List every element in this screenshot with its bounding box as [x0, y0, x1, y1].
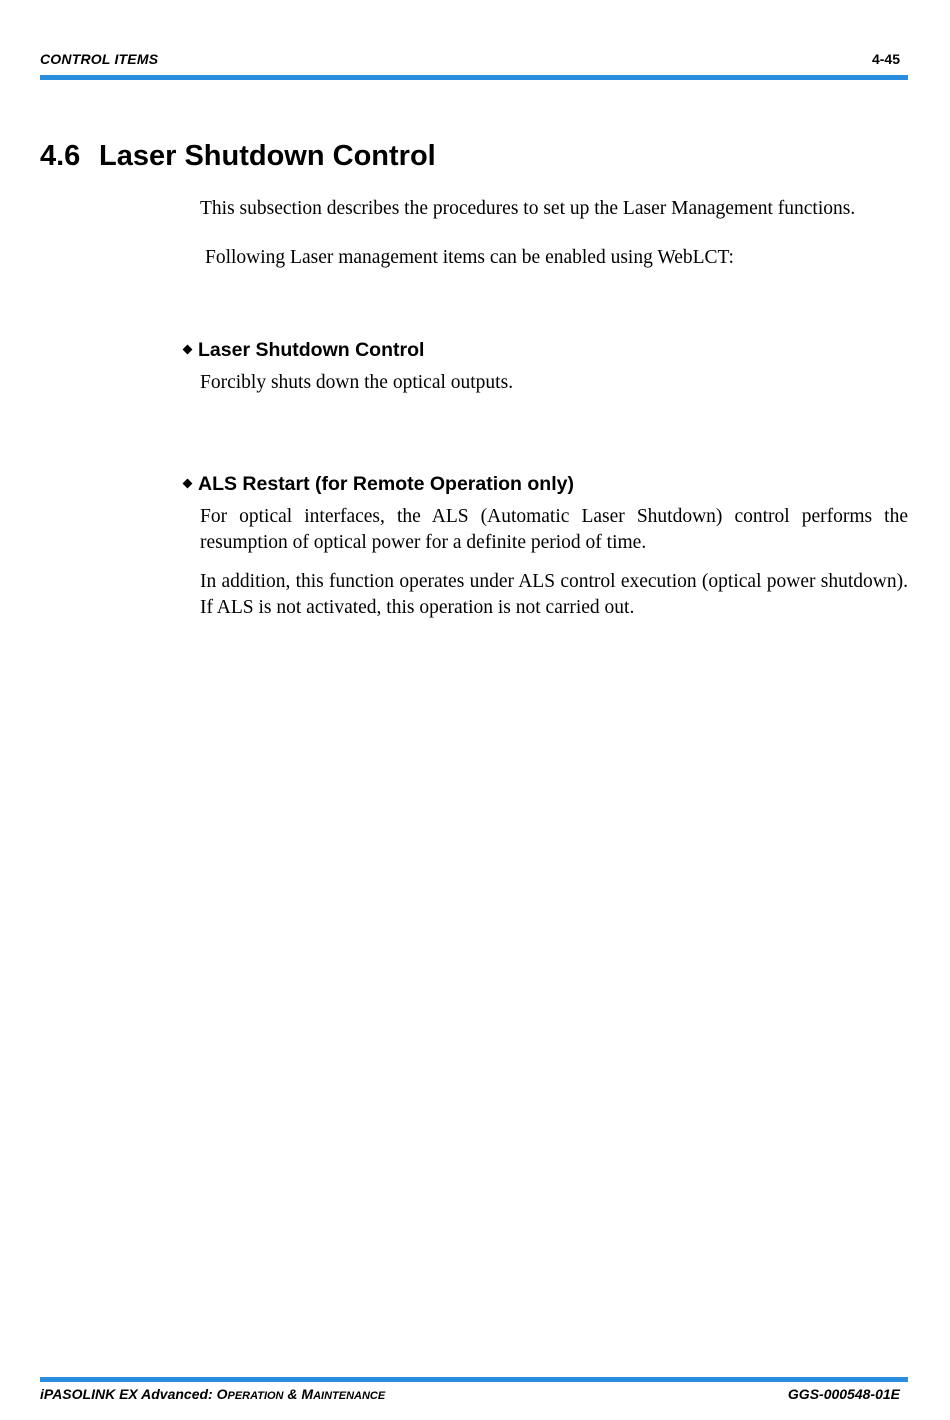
footer-title-part: & — [283, 1386, 302, 1402]
section-title-text: Laser Shutdown Control — [99, 140, 436, 172]
page-number: 4-45 — [871, 51, 900, 67]
item-paragraph: In addition, this function operates under ALS control execution (optical power shutdown). If ALS is not activated, this operation is not carried out. — [200, 571, 908, 618]
section-number: 4.6 — [40, 140, 81, 172]
footer-document-title — [40, 1386, 385, 1402]
header-rule — [40, 75, 908, 80]
item-heading-laser-shutdown — [184, 337, 424, 363]
running-header-section: CONTROL ITEMS — [40, 51, 159, 67]
item-heading-text: Laser Shutdown Control — [198, 339, 425, 361]
footer-title-part: AINTENANCE — [313, 1390, 386, 1402]
item-heading-als-restart — [184, 471, 574, 497]
footer-rule — [40, 1377, 908, 1382]
bullet-diamond-icon — [183, 345, 193, 355]
intro-paragraph-2: Following Laser management items can be enabled using WebLCT: — [205, 247, 734, 268]
item-paragraph: For optical interfaces, the ALS (Automatic Laser Shutdown) control performs the resumption of optical power for a definite period of time. — [200, 506, 908, 553]
bullet-diamond-icon — [183, 479, 193, 489]
item-paragraph: Forcibly shuts down the optical outputs. — [200, 372, 514, 393]
footer-document-number: GGS-000548-01E — [787, 1386, 900, 1402]
footer-title-part: PERATION — [227, 1390, 284, 1402]
item-heading-text: ALS Restart (for Remote Operation only) — [198, 473, 574, 495]
section-title — [40, 136, 436, 176]
intro-paragraph-1: This subsection describes the procedures to set up the Laser Management functions. — [200, 198, 856, 219]
footer-title-part: M — [301, 1386, 314, 1402]
footer-title-part: O — [216, 1386, 228, 1402]
footer-title-prefix: iPASOLINK EX Advanced: — [40, 1386, 217, 1402]
